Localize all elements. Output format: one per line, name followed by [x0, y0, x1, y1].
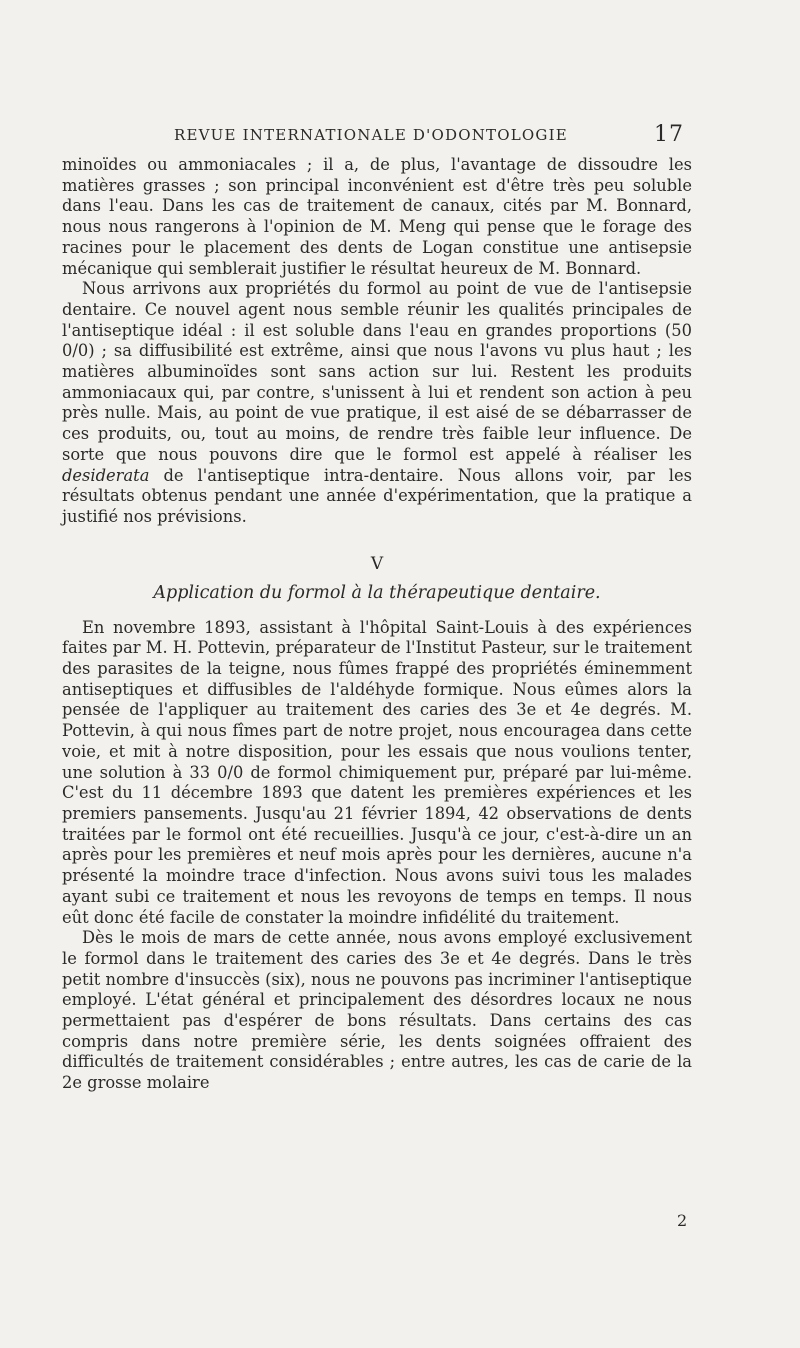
paragraph-3: En novembre 1893, assistant à l'hôpital Saint-Louis à des expériences faites par M. H. Pottevin, préparateur de l'Institut Pasteur, sur le traitement des parasites de la teigne, nous fûmes frappé des propriétés éminemment antiseptiques et diffusibles de l'aldéhyde formique. Nous eûmes alors la pensée de l'appliquer au traitement des caries des 3e et 4e degrés. M. Pottevin, à qui nous fîmes part de notre projet, nous encouragea dans cette voie, et mit à notre disposition, pour les essais que nous voulions tenter, une solution à 33 0/0 de formol chimiquement pur, préparé par lui-même. C'est du 11 décembre 1893 que datent les premières expériences et les premiers pansements. Jusqu'au 21 février 1894, 42 observations de dents traitées par le formol ont été recueillies. Jusqu'à ce jour, c'est-à-dire un an après pour les premières et neuf mois après pour les dernières, aucune n'a présenté la moindre trace d'infection. Nous avons suivi tous les malades ayant subi ce traitement et nous les revoyons de temps en temps. Il nous eût donc été facile de constater la moindre infidélité du traitement.	[62, 617, 692, 927]
paragraph-1: minoïdes ou ammoniacales ; il a, de plus, l'avantage de dissoudre les matières grasses ; son principal inconvénient est d'être très peu soluble dans l'eau. Dans les cas de traitement de canaux, cités par M. Bonnard, nous nous rangerons à l'opinion de M. Meng qui pense que le forage des racines pour le placement des dents de Logan constitue une antisepsie mécanique qui semblerait justifier le résultat heureux de M. Bonnard.	[62, 155, 692, 278]
section-title: Application du formol à la thérapeutique dentaire.	[153, 582, 601, 603]
paragraph-2-text: Nous arrivons aux propriétés du formol au point de vue de l'antisepsie dentaire. Ce nouvel agent nous semble réunir les qualités principales de l'antiseptique idéal : il est soluble dans l'eau en grandes proportions (50 0/0) ; sa diffusibilité est extrême, ainsi que nous l'avons vu plus haut ; les matières albuminoïdes sont sans action sur lui. Restent les produits ammoniacaux qui, par contre, s'unissent à lui et rendent son action à peu près nulle. Mais, au point de vue pratique, il est aisé de se débarrasser de ces produits, ou, tout au moins, de rendre très faible leur influence. De sorte que nous pouvons dire que le formol est appelé à réaliser les	[62, 279, 692, 464]
running-head	[62, 122, 684, 152]
paragraph-2-end: de l'antiseptique intra-dentaire. Nous allons voir, par les résultats obtenus pendant une année d'expérimentation, que la pratique a justifié nos prévisions.	[62, 465, 692, 526]
page-number: 17	[654, 122, 684, 147]
section-number: V	[370, 553, 384, 574]
italic-term: desiderata	[62, 465, 150, 485]
paragraph-2	[62, 279, 692, 527]
text-block	[62, 155, 692, 1094]
running-title: REVUE INTERNATIONALE D'ODONTOLOGIE	[174, 126, 568, 144]
signature-mark: 2	[677, 1211, 688, 1230]
paragraph-4: Dès le mois de mars de cette année, nous avons employé exclusivement le formol dans le traitement des caries des 3e et 4e degrés. Dans le très petit nombre d'insuccès (six), nous ne pouvons pas incriminer l'antiseptique employé. L'état général et principalement des désordres locaux ne nous permettaient pas d'espérer de bons résultats. Dans certains des cas compris dans notre première série, les dents soignées offraient des difficultés de traitement considérables ; entre autres, les cas de carie de la 2e grosse molaire	[62, 928, 692, 1093]
